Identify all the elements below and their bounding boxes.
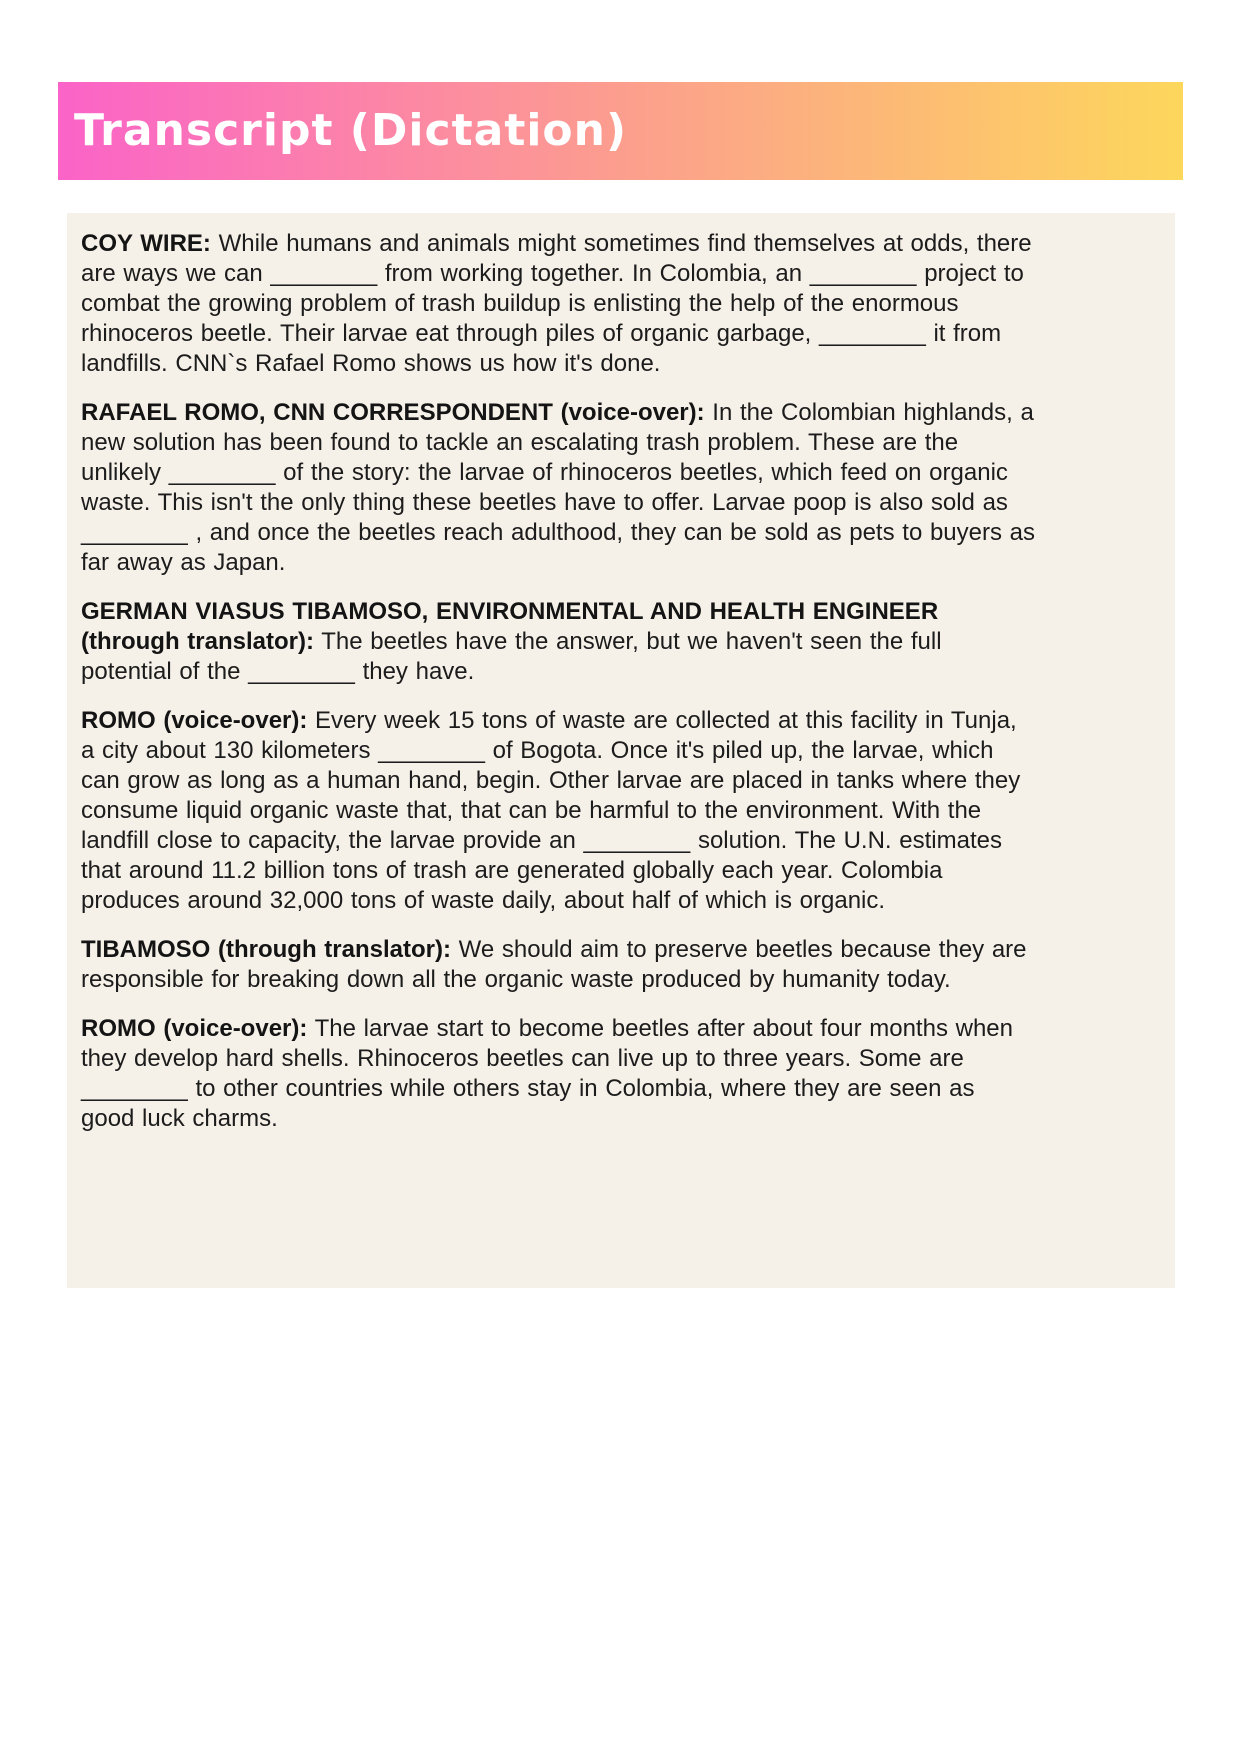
speaker-label: COY WIRE: <box>81 230 211 257</box>
speaker-label: TIBAMOSO (through translator): <box>81 936 451 963</box>
paragraph-text: Every week 15 tons of waste are collected at this facility in Tunja, a city about 130 kilometers ________ of Bogota. Once it's piled up, the larvae, which can grow as long as a human hand, begin. Other larvae are placed in tanks where they consume liquid organic waste that, that can be harmful to the environment. With the landfill close to capacity, the larvae provide an ________ solution. The U.N. estimates that around 11.2 billion tons of trash are generated globally each year. Colombia produces around 32,000 tons of waste daily, about half of which is organic. <box>81 707 1021 914</box>
transcript-panel <box>67 213 1175 1288</box>
transcript-paragraph <box>81 935 1035 995</box>
speaker-label: RAFAEL ROMO, CNN CORRESPONDENT (voice-over): <box>81 399 705 426</box>
page-title: Transcript (Dictation) <box>74 105 628 156</box>
speaker-label: ROMO (voice-over): <box>81 707 308 734</box>
paragraph-text: The beetles have the answer, but we haven't seen the full potential of the ________ they have. <box>81 628 942 685</box>
transcript-paragraph <box>81 398 1035 578</box>
section-header-banner <box>58 82 1183 180</box>
transcript-paragraph <box>81 229 1035 379</box>
paragraph-text: While humans and animals might sometimes find themselves at odds, there are ways we can ________ from working together. In Colombia, an ________ project to combat the growing problem of trash buildup is enlisting the help of the enormous rhinoceros beetle. Their larvae eat through piles of organic garbage, ________ it from landfills. CNN`s Rafael Romo shows us how it's done. <box>81 230 1032 377</box>
speaker-label: ROMO (voice-over): <box>81 1015 308 1042</box>
paragraph-text: In the Colombian highlands, a new solution has been found to tackle an escalating trash problem. These are the unlikely ________ of the story: the larvae of rhinoceros beetles, which feed on organic waste. This isn't the only thing these beetles have to offer. Larvae poop is also sold as ________ , and once the beetles reach adulthood, they can be sold as pets to buyers as far away as Japan. <box>81 399 1036 576</box>
transcript-paragraph <box>81 597 1035 687</box>
speaker-label: GERMAN VIASUS TIBAMOSO, ENVIRONMENTAL AND HEALTH ENGINEER (through translator): <box>81 598 939 655</box>
paragraph-text: We should aim to preserve beetles because they are responsible for breaking down all the organic waste produced by humanity today. <box>81 936 1027 993</box>
transcript-paragraph <box>81 706 1035 916</box>
paragraph-text: The larvae start to become beetles after about four months when they develop hard shells. Rhinoceros beetles can live up to three years. Some are ________ to other countries while others stay in Colombia, where they are seen as good luck charms. <box>81 1015 1013 1132</box>
transcript-paragraph <box>81 1014 1035 1134</box>
